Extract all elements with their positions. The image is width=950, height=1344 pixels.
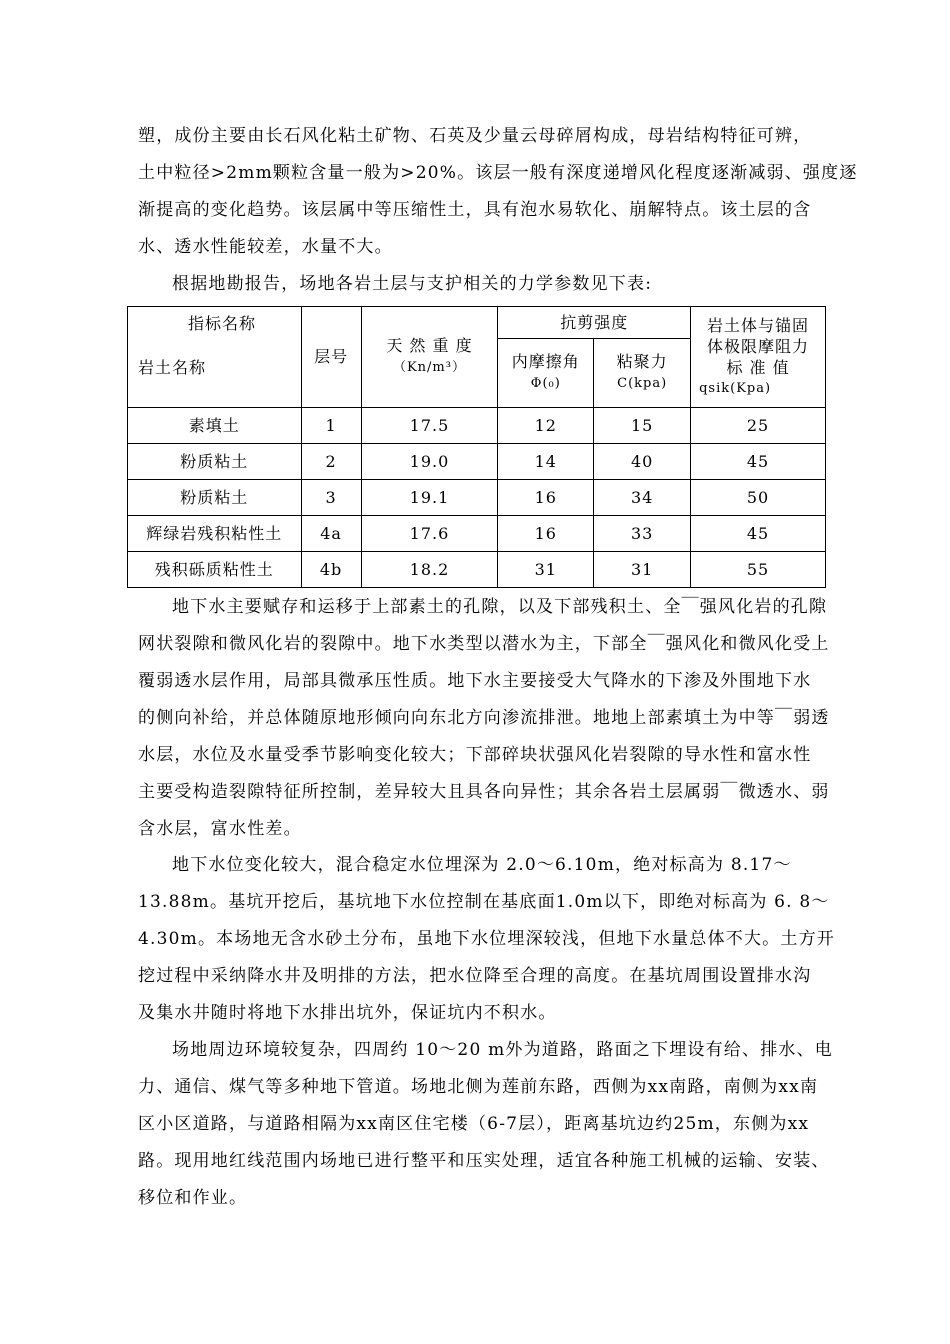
paragraph2-line: 水层，水位及水量受季节影响变化较大；下部碎块状强风化岩裂隙的导水性和富水性 <box>138 745 812 765</box>
paragraph3-line: 及集水井随时将地下水排出坑外，保证坑内不积水。 <box>138 1003 557 1023</box>
cell-phi: 31 <box>498 552 594 588</box>
table-row <box>128 408 826 444</box>
header-cohesion-label: 粘聚力 <box>616 352 668 372</box>
paragraph3-line: 地下水位变化较大，混合稳定水位埋深为 2.0～6.10m，绝对标高为 8.17～ <box>172 855 792 875</box>
paragraph4-line: 场地周边环境较复杂，四周约 10～20 m外为道路，路面之下埋设有给、排水、电 <box>172 1040 833 1060</box>
header-anchor-line: 标 准 值 <box>726 358 790 377</box>
table-row <box>128 480 826 516</box>
paragraph2-line: 主要受构造裂隙特征所控制，差异较大且具各向异性；其余各岩土层属弱￣微透水、弱 <box>138 782 830 802</box>
paragraph4-line: 力、通信、煤气等多种地下管道。场地北侧为莲前东路，西侧为xx南路，南侧为xx南 <box>138 1077 819 1097</box>
header-index-name: 指标名称 <box>188 314 257 333</box>
cell-cohesion: 33 <box>594 516 691 552</box>
header-soil-name: 岩土名称 <box>138 358 207 377</box>
cell-weight: 17.6 <box>361 516 498 552</box>
paragraph1-line: 渐提高的变化趋势。该层属中等压缩性土，具有泡水易软化、崩解特点。该土层的含 <box>138 200 812 220</box>
table-row <box>128 444 826 480</box>
header-index-soil-name <box>128 307 302 408</box>
cell-soil-name: 残积砾质粘性土 <box>128 552 302 588</box>
cell-layer: 2 <box>301 444 361 480</box>
table-row <box>128 516 826 552</box>
table-row <box>128 552 826 588</box>
cell-weight: 18.2 <box>361 552 498 588</box>
cell-weight: 19.0 <box>361 444 498 480</box>
paragraph2-line: 覆弱透水层作用，局部具微承压性质。地下水主要接受大气降水的下渗及外围地下水 <box>138 671 812 691</box>
cell-soil-name: 粉质粘土 <box>128 480 302 516</box>
cell-cohesion: 40 <box>594 444 691 480</box>
paragraph4-line: 路。现用地红线范围内场地已进行整平和压实处理，适宜各种施工机械的运输、安装、 <box>138 1151 830 1171</box>
paragraph2-line: 的侧向补给，并总体随原地形倾向向东北方向渗流排泄。地地上部素填土为中等￣弱透 <box>138 708 830 728</box>
paragraph3-line: 挖过程中采纳降水井及明排的方法，把水位降至合理的高度。在基坑周围设置排水沟 <box>138 966 812 986</box>
cell-q: 55 <box>691 552 826 588</box>
cell-q: 45 <box>691 516 826 552</box>
cell-soil-name: 辉绿岩残积粘性土 <box>128 516 302 552</box>
soil-parameter-table <box>127 306 826 588</box>
header-anchor-line: 体极限摩阻力 <box>707 337 810 356</box>
header-friction-angle-unit: Φ(₀) <box>530 376 561 392</box>
paragraph1-line: 塑，成份主要由长石风化粘土矿物、石英及少量云母碎屑构成，母岩结构特征可辨， <box>138 126 812 146</box>
header-friction-angle <box>498 339 594 408</box>
paragraph3-line: 13.88m。基坑开挖后，基坑地下水位控制在基底面1.0m以下，即绝对标高为 6. 8～ <box>138 892 830 912</box>
cell-weight: 19.1 <box>361 480 498 516</box>
paragraph4-line: 区小区道路，与道路相隔为xx南区住宅楼（6-7层），距离基坑边约25m，东侧为xx <box>138 1114 810 1134</box>
cell-cohesion: 31 <box>594 552 691 588</box>
header-cohesion-unit: C(kpa) <box>617 376 668 392</box>
paragraph2-line: 地下水主要赋存和运移于上部素土的孔隙，以及下部残积土、全￣强风化岩的孔隙 <box>172 597 828 617</box>
header-unit-weight-unit: （Kn/m³） <box>392 360 466 375</box>
paragraph3-line: 4.30m。本场地无含水砂土分布，虽地下水位埋深较浅，但地下水量总体不大。土方开 <box>138 929 835 949</box>
cell-cohesion: 34 <box>594 480 691 516</box>
cell-layer: 4a <box>301 516 361 552</box>
paragraph4-line: 移位和作业。 <box>138 1188 248 1208</box>
paragraph2-line: 含水层，富水性差。 <box>138 819 302 839</box>
cell-layer: 4b <box>301 552 361 588</box>
cell-soil-name: 素填土 <box>128 408 302 444</box>
cell-q: 45 <box>691 444 826 480</box>
cell-q: 50 <box>691 480 826 516</box>
paragraph1-line: 水、透水性能较差，水量不大。 <box>138 237 393 257</box>
cell-cohesion: 15 <box>594 408 691 444</box>
paragraph1-line: 土中粒径>2mm颗粒含量一般为>20%。该层一般有深度递增风化程度逐渐减弱、强度逐 <box>138 163 858 183</box>
cell-q: 25 <box>691 408 826 444</box>
cell-phi: 16 <box>498 480 594 516</box>
header-anchor-unit: qsik(Kpa) <box>699 381 772 396</box>
cell-phi: 12 <box>498 408 594 444</box>
cell-phi: 14 <box>498 444 594 480</box>
cell-weight: 17.5 <box>361 408 498 444</box>
cell-soil-name: 粉质粘土 <box>128 444 302 480</box>
header-unit-weight-label: 天 然 重 度 <box>386 336 473 355</box>
header-layer-no: 层号 <box>301 307 361 408</box>
cell-layer: 1 <box>301 408 361 444</box>
cell-layer: 3 <box>301 480 361 516</box>
header-anchor-line: 岩土体与锚固 <box>707 316 810 335</box>
header-shear-strength: 抗剪强度 <box>498 307 691 339</box>
cell-phi: 16 <box>498 516 594 552</box>
header-friction-angle-label: 内摩擦角 <box>511 352 580 372</box>
header-cohesion <box>594 339 691 408</box>
table-intro: 根据地勘报告，场地各岩土层与支护相关的力学参数见下表: <box>172 274 653 294</box>
header-anchor-friction <box>691 307 826 408</box>
header-unit-weight <box>361 307 498 408</box>
paragraph2-line: 网状裂隙和微风化岩的裂隙中。地下水类型以潜水为主，下部全￣强风化和微风化受上 <box>138 634 830 654</box>
